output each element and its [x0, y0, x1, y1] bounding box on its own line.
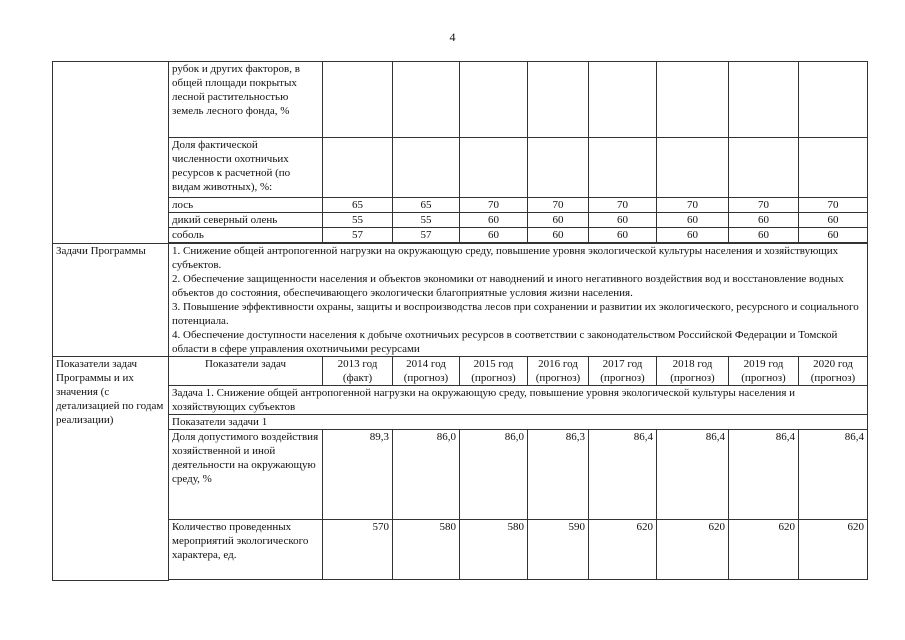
task-item: 1. Снижение общей антропогенной нагрузки на окружающую среду, повышение уровня экологической культуры населения и хозяйствующих субъектов. — [172, 245, 839, 271]
value-cell: 65 — [393, 198, 460, 213]
hunting-indicator-header-row — [53, 138, 868, 198]
value-cell: 86,4 — [589, 430, 657, 520]
year-header: 2014 год (прогноз) — [393, 357, 460, 386]
value-cell: 60 — [460, 213, 528, 228]
value-cell: 70 — [460, 198, 528, 213]
value-cell: 60 — [799, 213, 868, 228]
task-item: 2. Обеспечение защищенности населения и объектов экономики от наводнений и иного негативного воздействия вод и восстановление водных объектов до состояния, обеспечивающего экологически благоприятные условия жизни населения. — [172, 273, 844, 299]
continued-indicator-row — [53, 62, 868, 138]
table-row — [53, 228, 868, 243]
value-cell: 590 — [528, 520, 589, 580]
value-cell: 86,0 — [393, 430, 460, 520]
value-cell: 89,3 — [323, 430, 393, 520]
task1-indicators-label-row — [53, 415, 868, 430]
value-cell: 620 — [589, 520, 657, 580]
animal-label: лось — [169, 198, 323, 213]
value-cell: 70 — [657, 198, 729, 213]
continued-indicator-label: рубок и других факторов, в общей площади покрытых лесной растительностью земель лесного фонда, % — [169, 62, 323, 138]
empty-label-cell — [53, 62, 169, 244]
task1-indicators-label: Показатели задачи 1 — [169, 415, 868, 430]
value-cell: 55 — [323, 213, 393, 228]
value-cell: 86,0 — [460, 430, 528, 520]
indicators-header-label: Показатели задач — [169, 357, 323, 386]
value-cell: 86,4 — [799, 430, 868, 520]
year-header: 2013 год (факт) — [323, 357, 393, 386]
table-row — [53, 213, 868, 228]
value-cell: 65 — [323, 198, 393, 213]
indicator-label: Доля допустимого воздействия хозяйственной и иной деятельности на окружающую среду, % — [169, 430, 323, 520]
year-header: 2018 год (прогноз) — [657, 357, 729, 386]
value-cell: 57 — [323, 228, 393, 243]
table-row — [53, 198, 868, 213]
value-cell: 60 — [589, 228, 657, 243]
task1-title-row — [53, 386, 868, 415]
indicator-label: Количество проведенных мероприятий экологического характера, ед. — [169, 520, 323, 580]
program-tasks-row — [53, 244, 868, 357]
value-cell: 60 — [528, 213, 589, 228]
task-item: 3. Повышение эффективности охраны, защиты и воспроизводства лесов при сохранении и развитии их экологического, ресурсного и социального потенциала. — [172, 301, 859, 327]
value-cell: 86,3 — [528, 430, 589, 520]
value-cell: 570 — [323, 520, 393, 580]
value-cell: 60 — [589, 213, 657, 228]
table-row — [53, 520, 868, 580]
value-cell: 580 — [460, 520, 528, 580]
value-cell: 60 — [799, 228, 868, 243]
value-cell: 60 — [657, 213, 729, 228]
value-cell: 620 — [799, 520, 868, 580]
year-header: 2020 год (прогноз) — [799, 357, 868, 386]
page-number: 4 — [449, 30, 456, 44]
value-cell: 70 — [528, 198, 589, 213]
program-tasks-list — [169, 244, 868, 357]
year-header: 2016 год (прогноз) — [528, 357, 589, 386]
value-cell: 86,4 — [657, 430, 729, 520]
year-header: 2015 год (прогноз) — [460, 357, 528, 386]
value-cell: 57 — [393, 228, 460, 243]
value-cell: 60 — [528, 228, 589, 243]
value-cell: 620 — [729, 520, 799, 580]
value-cell: 55 — [393, 213, 460, 228]
table-row — [53, 430, 868, 520]
value-cell: 580 — [393, 520, 460, 580]
value-cell: 60 — [460, 228, 528, 243]
program-tasks-label: Задачи Программы — [53, 244, 169, 357]
indicators-section-label: Показатели задач Программы и их значения (с детализацией по годам реализации) — [53, 357, 169, 581]
animal-label: дикий северный олень — [169, 213, 323, 228]
value-cell: 70 — [729, 198, 799, 213]
value-cell: 60 — [729, 213, 799, 228]
task-item: 4. Обеспечение доступности населения к добыче охотничьих ресурсов в соответствии с законодательством Российской Федерации и Томской области в сфере управления охотничьими ресурсами — [172, 329, 838, 355]
value-cell: 86,4 — [729, 430, 799, 520]
value-cell: 70 — [589, 198, 657, 213]
year-header: 2017 год (прогноз) — [589, 357, 657, 386]
year-header: 2019 год (прогноз) — [729, 357, 799, 386]
animal-label: соболь — [169, 228, 323, 243]
hunting-indicator-label: Доля фактической численности охотничьих ресурсов к расчетной (по видам животных), %: — [169, 138, 323, 198]
value-cell: 620 — [657, 520, 729, 580]
program-passport-table — [52, 61, 868, 581]
task1-title: Задача 1. Снижение общей антропогенной нагрузки на окружающую среду, повышение уровня экологической культуры населения и хозяйствующих субъектов — [169, 386, 868, 415]
value-cell: 70 — [799, 198, 868, 213]
value-cell: 60 — [657, 228, 729, 243]
value-cell: 60 — [729, 228, 799, 243]
indicators-header-row — [53, 357, 868, 386]
